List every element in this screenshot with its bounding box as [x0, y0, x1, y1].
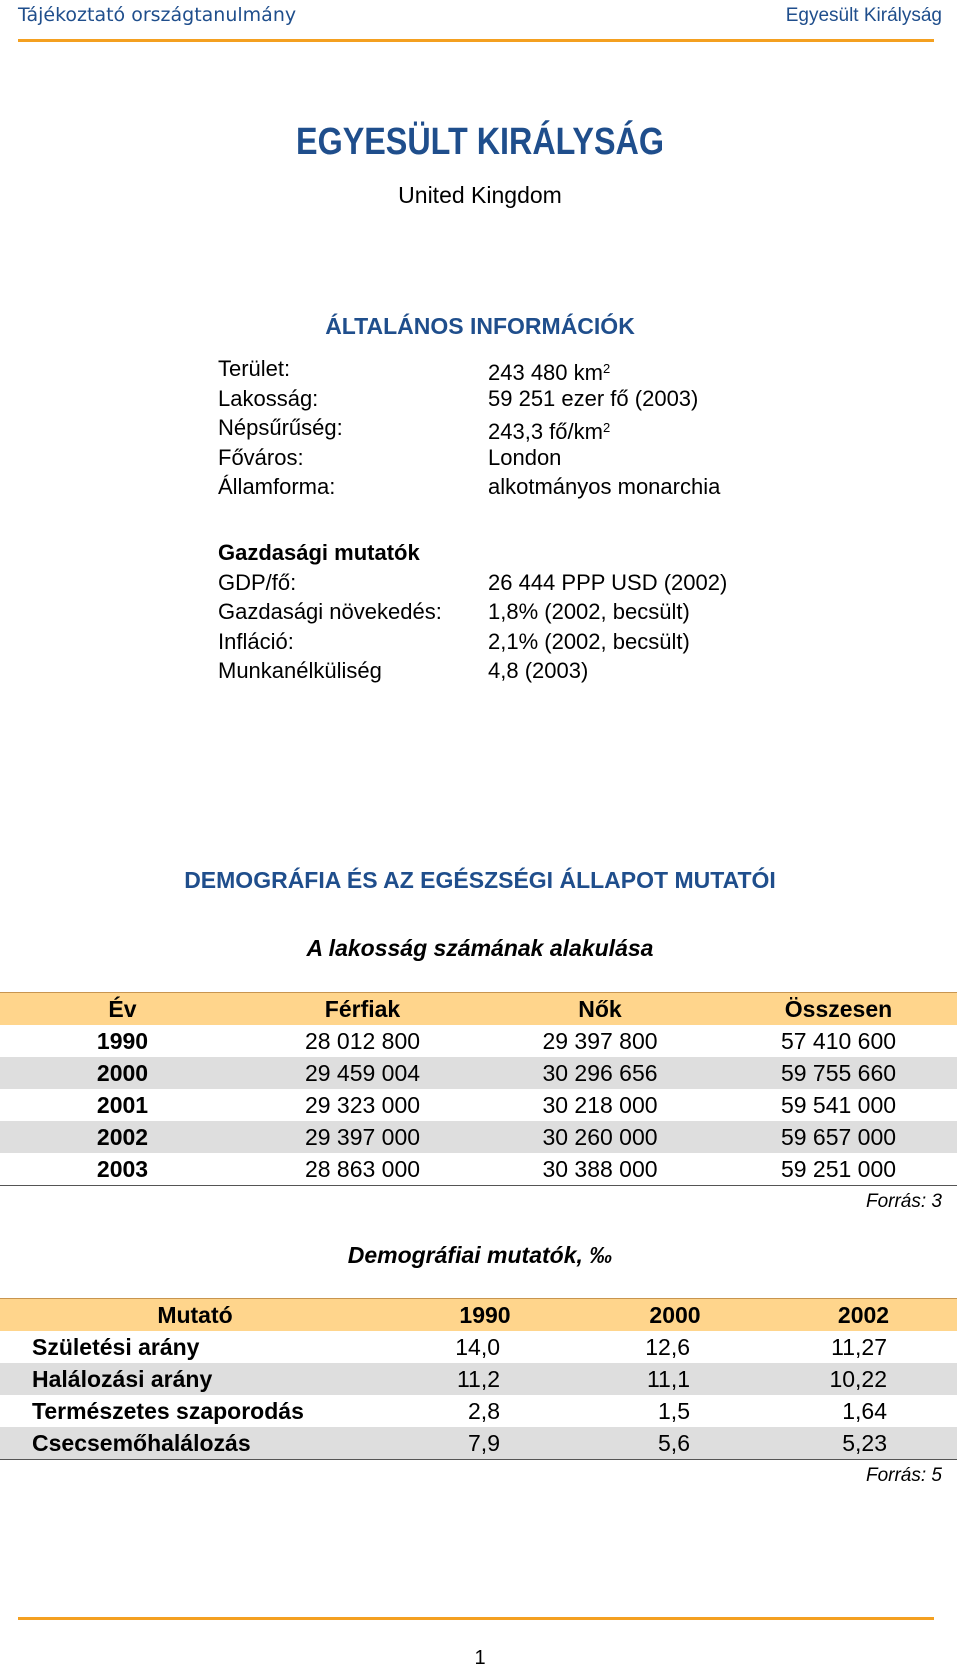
table-cell: 12,6 [645, 1333, 690, 1360]
table-row [0, 1331, 957, 1363]
column-header: Összesen [720, 993, 957, 1026]
population-table [0, 992, 957, 1186]
info-label: Munkanélküliség [218, 658, 382, 683]
general-info-heading: ÁLTALÁNOS INFORMÁCIÓK [325, 313, 635, 339]
table-cell: 59 541 000 [780, 1091, 897, 1118]
table-header-row [0, 993, 957, 1026]
table-cell: 59 657 000 [720, 1121, 957, 1153]
running-header-title: Tájékoztató országtanulmány [18, 4, 297, 26]
table-row [0, 1057, 957, 1089]
table-cell: 28 863 000 [245, 1153, 480, 1186]
column-header: 2000 [580, 1299, 770, 1332]
info-label: Államforma: [218, 474, 336, 499]
table-cell: 59 755 660 [720, 1057, 957, 1089]
footer-divider [18, 1617, 934, 1620]
table-cell: 29 397 800 [542, 1027, 658, 1054]
table-cell: Születési arány [32, 1333, 200, 1360]
info-label: Terület: [218, 356, 291, 381]
info-value: 1,8% (2002, becsült) [488, 599, 690, 624]
info-label: Gazdasági növekedés: [218, 599, 442, 624]
column-header: Mutató [0, 1299, 390, 1332]
column-header: 2002 [770, 1299, 957, 1332]
table-cell: Csecsemőhalálozás [0, 1427, 390, 1460]
table-cell: 30 260 000 [480, 1121, 720, 1153]
table-row [0, 1427, 957, 1460]
table-cell: 7,9 [390, 1427, 580, 1460]
table-cell: 57 410 600 [780, 1027, 897, 1054]
table-cell: 10,22 [770, 1363, 957, 1395]
info-value: 4,8 (2003) [488, 658, 589, 683]
table-cell: 2000 [0, 1057, 245, 1089]
table-cell: 28 012 800 [304, 1027, 421, 1054]
table-cell: 2003 [0, 1153, 245, 1186]
table-cell: 14,0 [455, 1333, 500, 1360]
table-cell: 30 388 000 [480, 1153, 720, 1186]
column-header: Férfiak [245, 993, 480, 1026]
info-value: alkotmányos monarchia [488, 474, 721, 499]
info-value: London [488, 444, 562, 470]
page-subtitle: United Kingdom [398, 182, 562, 208]
info-label: Lakosság: [218, 385, 319, 411]
info-value: 243 480 $km^2$ [488, 360, 611, 385]
column-header: 1990 [390, 1299, 580, 1332]
table-row [0, 1025, 957, 1057]
info-value: 26 444 PPP USD (2002) [488, 569, 728, 595]
table-cell: 29 459 004 [245, 1057, 480, 1089]
running-header-country: Egyesült Királyság [785, 5, 942, 26]
info-label: Népsűrűség: [218, 415, 343, 440]
table-cell: 11,2 [390, 1363, 580, 1395]
header-divider [18, 39, 934, 42]
demography-heading: DEMOGRÁFIA ÉS AZ EGÉSZSÉGI ÁLLAPOT MUTATÓI [184, 867, 776, 893]
info-label: Főváros: [218, 444, 304, 470]
table-cell: 2001 [96, 1091, 149, 1118]
info-label: Infláció: [218, 628, 294, 654]
population-table-title: A lakosság számának alakulása [306, 935, 654, 961]
table-row [0, 1363, 957, 1395]
table-cell: 11,27 [831, 1333, 887, 1360]
table-header-row [0, 1299, 957, 1332]
table-cell: 1,64 [842, 1397, 887, 1424]
table-cell: 1990 [96, 1027, 149, 1054]
info-value: 243,3 $fő/km^2$ [488, 419, 611, 444]
info-value: 2,1% (2002, becsült) [488, 628, 690, 654]
table-row [0, 1121, 957, 1153]
table-cell: 1,5 [658, 1397, 690, 1424]
table-cell: 2,8 [468, 1397, 500, 1424]
table-cell: 30 218 000 [542, 1091, 658, 1118]
table-cell: Halálozási arány [0, 1363, 390, 1395]
table-cell: 59 251 000 [720, 1153, 957, 1186]
table-cell: 2002 [0, 1121, 245, 1153]
indicator-table [0, 1298, 957, 1460]
table-row [0, 1089, 957, 1121]
table-cell: 5,6 [580, 1427, 770, 1460]
info-label: GDP/fő: [218, 569, 297, 595]
page-number: 1 [474, 1647, 486, 1669]
table-row [0, 1153, 957, 1186]
table-cell: 29 397 000 [245, 1121, 480, 1153]
population-table-source: Forrás: 3 [865, 1191, 942, 1212]
indicator-table-title: Demográfiai mutatók, ‰ [347, 1242, 613, 1268]
table-cell: 30 296 656 [480, 1057, 720, 1089]
page-title: EGYESÜLT KIRÁLYSÁG [296, 121, 664, 163]
table-row [0, 1395, 957, 1427]
table-cell: Természetes szaporodás [32, 1397, 304, 1424]
table-cell: 11,1 [580, 1363, 770, 1395]
column-header: Év [0, 993, 245, 1026]
indicator-table-source: Forrás: 5 [865, 1465, 942, 1486]
info-value: 59 251 ezer fő (2003) [488, 385, 699, 411]
table-cell: 29 323 000 [304, 1091, 421, 1118]
column-header: Nők [480, 993, 720, 1026]
table-cell: 5,23 [770, 1427, 957, 1460]
